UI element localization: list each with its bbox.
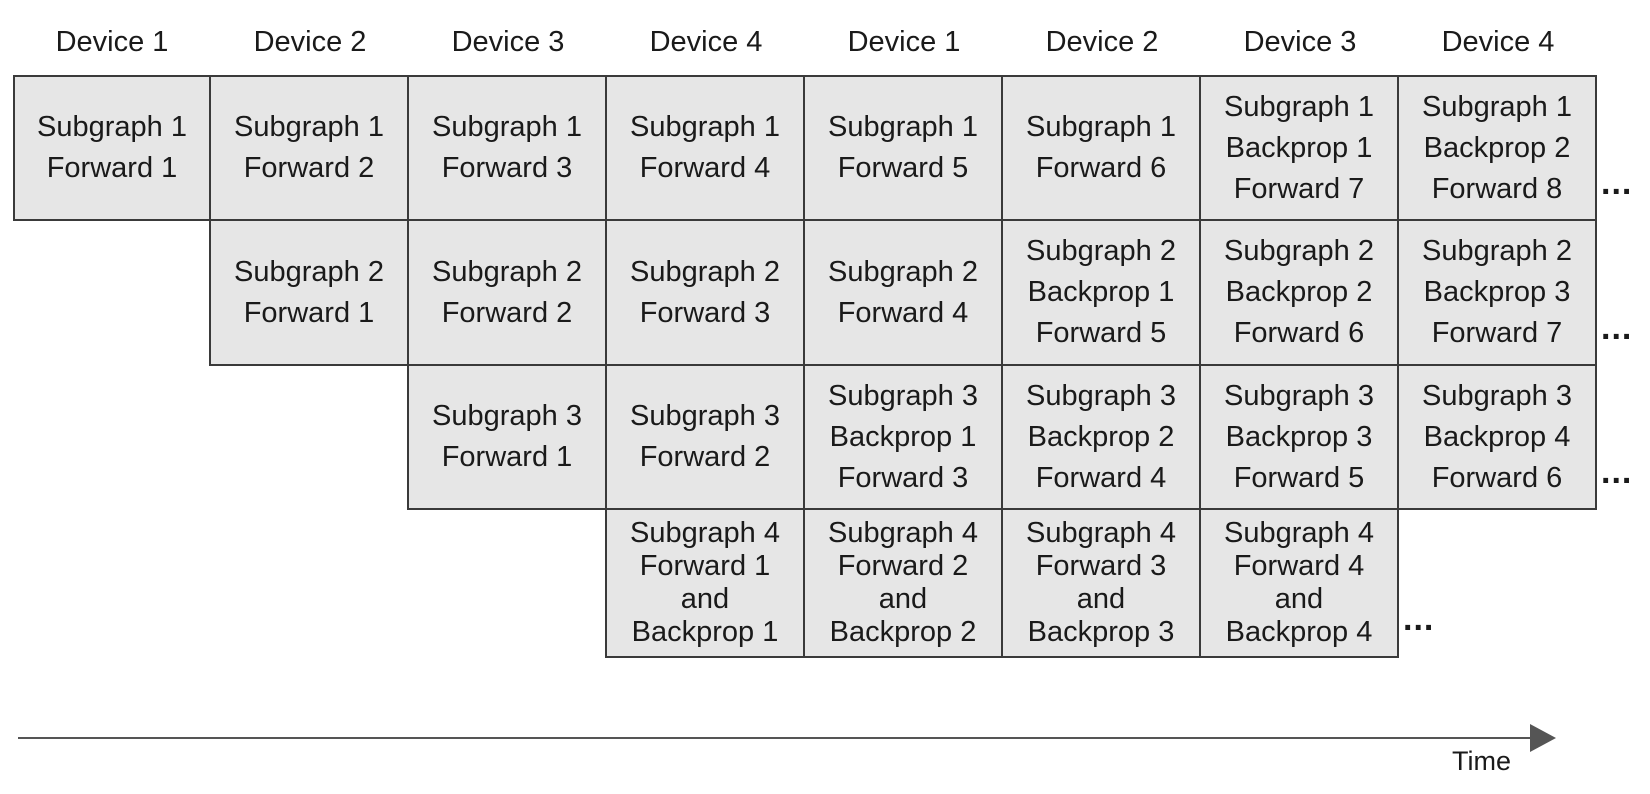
- schedule-cell-line: Backprop 1: [829, 420, 977, 453]
- schedule-cell-line: Backprop 2: [1225, 276, 1373, 308]
- schedule-cell-line: Backprop 2: [1423, 131, 1571, 164]
- schedule-cell-line: Subgraph 1: [37, 111, 187, 143]
- schedule-cell-line: Subgraph 1: [828, 111, 978, 143]
- schedule-cell-line: Forward 1: [639, 550, 771, 582]
- schedule-cell-line: Subgraph 3: [1026, 379, 1176, 412]
- schedule-cell-line: Subgraph 3: [1224, 379, 1374, 412]
- schedule-cell-line: Forward 3: [1035, 550, 1167, 582]
- schedule-cell-line: Backprop 1: [1225, 131, 1373, 164]
- schedule-cell-line: Backprop 2: [829, 616, 977, 648]
- schedule-cell-line: Subgraph 3: [432, 400, 582, 432]
- schedule-cell-line: Subgraph 4: [1026, 517, 1176, 549]
- schedule-cell-line: Forward 5: [1035, 317, 1167, 349]
- schedule-cell-line: Subgraph 2: [828, 255, 978, 288]
- schedule-cell-line: Forward 8: [1431, 172, 1563, 205]
- schedule-cell-line: Subgraph 3: [630, 400, 780, 432]
- schedule-cell-line: Forward 2: [243, 152, 375, 184]
- schedule-cell-line: and: [1274, 583, 1324, 615]
- schedule-cell-line: Subgraph 2: [432, 255, 582, 288]
- schedule-cell-line: Subgraph 1: [630, 111, 780, 143]
- schedule-cell-line: Backprop 2: [1027, 420, 1175, 453]
- schedule-cell-line: Forward 2: [639, 441, 771, 473]
- schedule-cell-line: Forward 4: [837, 296, 969, 329]
- device-header-5: Device 1: [847, 26, 961, 58]
- device-header-6: Device 2: [1045, 26, 1159, 58]
- schedule-cell-line: Forward 2: [837, 550, 969, 582]
- time-axis-arrowhead-icon: [1530, 724, 1556, 752]
- schedule-cell-line: Forward 6: [1035, 152, 1167, 184]
- schedule-cell-line: Forward 4: [639, 152, 771, 184]
- schedule-cell-line: Forward 5: [837, 152, 969, 184]
- device-header-3: Device 3: [451, 26, 565, 58]
- schedule-cell-line: Subgraph 3: [828, 379, 978, 412]
- schedule-cell-line: Forward 2: [441, 296, 573, 329]
- schedule-cell-line: Subgraph 4: [1224, 517, 1374, 549]
- continuation-ellipsis: ...: [1601, 309, 1633, 347]
- schedule-cell-line: and: [1076, 583, 1126, 615]
- continuation-ellipsis: ...: [1601, 164, 1633, 202]
- schedule-cell-line: Backprop 3: [1423, 276, 1571, 308]
- schedule-cell-line: Subgraph 1: [234, 111, 384, 143]
- schedule-cell-line: Subgraph 2: [630, 255, 780, 288]
- schedule-cell-line: Forward 4: [1035, 461, 1167, 494]
- device-header-1: Device 1: [55, 26, 169, 58]
- schedule-cell-line: Forward 7: [1431, 317, 1563, 349]
- schedule-cell-line: Forward 6: [1233, 317, 1365, 349]
- schedule-cell-line: Subgraph 1: [1422, 90, 1572, 123]
- schedule-cell-line: and: [878, 583, 928, 615]
- schedule-cell-line: Subgraph 2: [1026, 235, 1176, 267]
- schedule-cell-line: Subgraph 3: [1422, 379, 1572, 412]
- schedule-cell-line: Forward 5: [1233, 461, 1365, 494]
- schedule-cell-line: Subgraph 1: [1026, 111, 1176, 143]
- time-axis-label: Time: [1452, 746, 1511, 776]
- schedule-cell-line: Subgraph 4: [630, 517, 780, 549]
- schedule-cell-line: Forward 4: [1233, 550, 1365, 582]
- schedule-cell-line: Forward 1: [46, 152, 178, 184]
- schedule-cell-line: Backprop 1: [1027, 276, 1175, 308]
- schedule-cell-line: Subgraph 1: [432, 111, 582, 143]
- schedule-cell-line: Subgraph 2: [1224, 235, 1374, 267]
- schedule-cell-line: Forward 7: [1233, 172, 1365, 205]
- schedule-cell-line: Subgraph 4: [828, 517, 978, 549]
- schedule-cell-line: Forward 3: [441, 152, 573, 184]
- continuation-ellipsis: ...: [1403, 600, 1435, 638]
- schedule-cell-line: Backprop 4: [1423, 420, 1571, 453]
- schedule-cell-line: Forward 1: [243, 296, 375, 329]
- device-header-7: Device 3: [1243, 26, 1357, 58]
- schedule-cell-line: Backprop 4: [1225, 616, 1373, 648]
- schedule-cell-line: Forward 3: [639, 296, 771, 329]
- schedule-cell-line: and: [680, 583, 730, 615]
- device-header-4: Device 4: [649, 26, 763, 58]
- schedule-cell-line: Backprop 3: [1225, 420, 1373, 453]
- schedule-cell-line: Subgraph 1: [1224, 90, 1374, 123]
- schedule-cell-line: Forward 1: [441, 441, 573, 473]
- schedule-cell-line: Forward 6: [1431, 461, 1563, 494]
- device-header-2: Device 2: [253, 26, 367, 58]
- continuation-ellipsis: ...: [1601, 453, 1633, 491]
- schedule-cell-line: Backprop 3: [1027, 616, 1175, 648]
- device-header-8: Device 4: [1441, 26, 1555, 58]
- schedule-cell-line: Backprop 1: [631, 616, 779, 648]
- schedule-cell-line: Subgraph 2: [1422, 235, 1572, 267]
- schedule-cell-line: Subgraph 2: [234, 255, 384, 288]
- schedule-cell-line: Forward 3: [837, 461, 969, 494]
